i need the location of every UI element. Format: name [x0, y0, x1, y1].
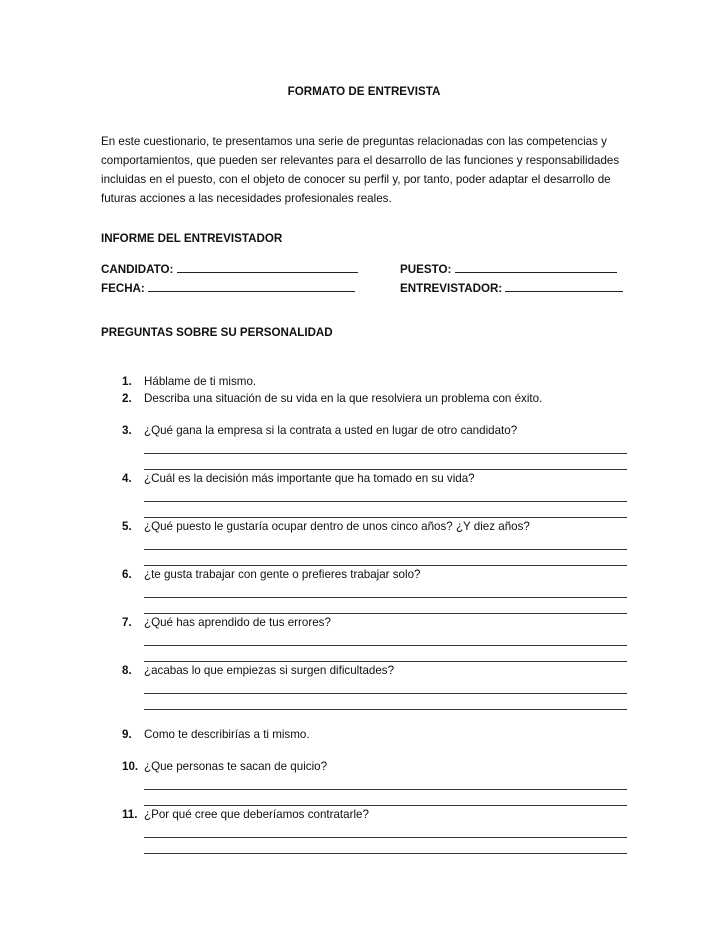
question-number: 8. [122, 664, 132, 677]
fecha-label: FECHA: [101, 282, 145, 295]
question-number: 5. [122, 520, 132, 533]
interviewer-section-heading: INFORME DEL ENTREVISTADOR [101, 232, 283, 245]
question-text: ¿Que personas te sacan de quicio? [144, 760, 328, 773]
question-number: 3. [122, 424, 132, 437]
document-title: FORMATO DE ENTREVISTA [287, 85, 441, 98]
answer-line[interactable] [144, 693, 627, 694]
candidato-label: CANDIDATO: [101, 263, 174, 276]
answer-line[interactable] [144, 709, 627, 710]
answer-line[interactable] [144, 789, 627, 790]
puesto-field[interactable] [400, 261, 617, 278]
answer-line[interactable] [144, 645, 627, 646]
puesto-label: PUESTO: [400, 263, 452, 276]
question-number: 2. [122, 392, 132, 405]
entrevistador-label: ENTREVISTADOR: [400, 282, 503, 295]
answer-line[interactable] [144, 837, 627, 838]
question-text: ¿Cuál es la decisión más importante que ha tomado en su vida? [144, 472, 475, 485]
candidato-field[interactable] [101, 261, 358, 278]
intro-paragraph: En este cuestionario, te presentamos una serie de preguntas relacionadas con las competencias y comportamientos, que pueden ser relevantes para el desarrollo de las funciones y responsabilidades incluidas en el puesto, con el objeto de conocer su perfil y, por tanto, poder adaptar el desarrollo de futuras acciones a las necesidades profesionales reales. [101, 135, 620, 205]
question-number: 4. [122, 472, 132, 485]
puesto-blank[interactable] [455, 261, 617, 273]
answer-line[interactable] [144, 853, 627, 854]
candidato-blank[interactable] [177, 261, 358, 273]
question-number: 9. [122, 728, 132, 741]
question-text: ¿Por qué cree que deberíamos contratarle? [144, 808, 369, 821]
question-text: ¿Qué has aprendido de tus errores? [144, 616, 331, 629]
answer-line[interactable] [144, 501, 627, 502]
answer-line[interactable] [144, 549, 627, 550]
question-text: Como te describirías a ti mismo. [144, 728, 310, 741]
question-number: 1. [122, 375, 132, 388]
entrevistador-field[interactable] [400, 280, 623, 297]
fecha-field[interactable] [101, 280, 355, 297]
question-text: ¿te gusta trabajar con gente o prefieres trabajar solo? [144, 568, 421, 581]
question-text: Describa una situación de su vida en la que resolviera un problema con éxito. [144, 392, 543, 405]
answer-line[interactable] [144, 597, 627, 598]
question-number: 10. [122, 760, 139, 773]
question-number: 6. [122, 568, 132, 581]
question-number: 7. [122, 616, 132, 629]
question-text: ¿Qué gana la empresa si la contrata a usted en lugar de otro candidato? [144, 424, 518, 437]
personality-section-heading: PREGUNTAS SOBRE SU PERSONALIDAD [101, 326, 333, 339]
question-text: ¿acabas lo que empiezas si surgen dificultades? [144, 664, 395, 677]
question-number: 11. [122, 808, 138, 821]
question-text: ¿Qué puesto le gustaría ocupar dentro de unos cinco años? ¿Y diez años? [144, 520, 530, 533]
fecha-blank[interactable] [148, 280, 355, 292]
question-text: Háblame de ti mismo. [144, 375, 257, 388]
answer-line[interactable] [144, 453, 627, 454]
entrevistador-blank[interactable] [505, 280, 623, 292]
